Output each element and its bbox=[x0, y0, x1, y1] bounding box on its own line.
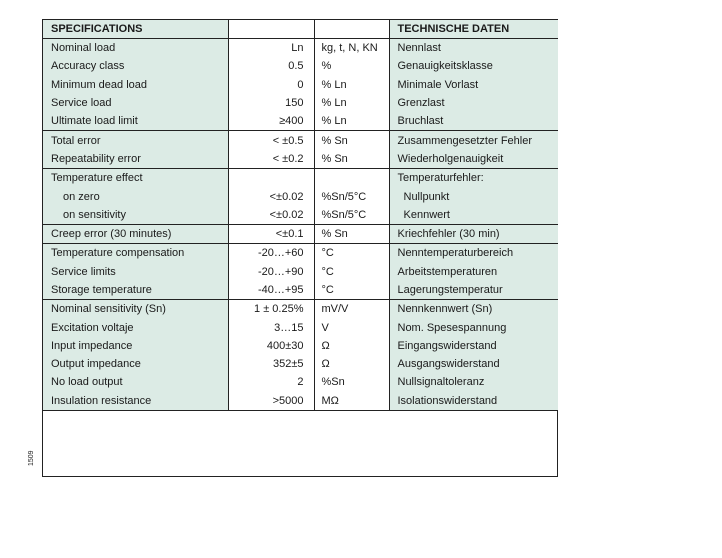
spec-cell: Total error bbox=[43, 131, 228, 150]
value-cell: 1 ± 0.25% bbox=[228, 300, 314, 319]
value-cell: -20…+60 bbox=[228, 244, 314, 263]
unit-cell: % Ln bbox=[314, 94, 389, 112]
unit-cell: % Ln bbox=[314, 112, 389, 131]
header-technische-daten: TECHNISCHE DATEN bbox=[389, 20, 558, 39]
value-cell: < ±0.5 bbox=[228, 131, 314, 150]
tech-cell: Lagerungstemperatur bbox=[389, 281, 558, 300]
table-row bbox=[43, 187, 558, 205]
table-row bbox=[43, 206, 558, 225]
value-cell: 3…15 bbox=[228, 318, 314, 336]
spec-cell: on sensitivity bbox=[43, 206, 228, 225]
unit-cell: kg, t, N, KN bbox=[314, 39, 389, 58]
value-cell: 400±30 bbox=[228, 337, 314, 355]
unit-cell: mV/V bbox=[314, 300, 389, 319]
spec-cell: No load output bbox=[43, 373, 228, 391]
table-row bbox=[43, 337, 558, 355]
tech-cell: Minimale Vorlast bbox=[389, 76, 558, 94]
spec-cell: Output impedance bbox=[43, 355, 228, 373]
value-cell: <±0.02 bbox=[228, 187, 314, 205]
spec-cell: Temperature effect bbox=[43, 169, 228, 188]
unit-cell: % bbox=[314, 57, 389, 75]
unit-cell: % Sn bbox=[314, 224, 389, 243]
value-cell bbox=[228, 169, 314, 188]
table-row bbox=[43, 150, 558, 169]
unit-cell: %Sn/5°C bbox=[314, 206, 389, 225]
spec-cell: Excitation voltaje bbox=[43, 318, 228, 336]
spec-cell: Nominal sensitivity (Sn) bbox=[43, 300, 228, 319]
unit-cell: %Sn bbox=[314, 373, 389, 391]
tech-cell: Nullpunkt bbox=[389, 187, 558, 205]
spec-cell: Insulation resistance bbox=[43, 392, 228, 411]
unit-cell: MΩ bbox=[314, 392, 389, 411]
unit-cell: % Sn bbox=[314, 150, 389, 169]
tech-cell: Wiederholgenauigkeit bbox=[389, 150, 558, 169]
value-cell: -20…+90 bbox=[228, 263, 314, 281]
tech-cell: Kriechfehler (30 min) bbox=[389, 224, 558, 243]
tech-cell: Eingangswiderstand bbox=[389, 337, 558, 355]
unit-cell: Ω bbox=[314, 337, 389, 355]
value-cell: < ±0.2 bbox=[228, 150, 314, 169]
table-row bbox=[43, 112, 558, 131]
spec-sheet bbox=[42, 19, 558, 477]
tech-cell: Kennwert bbox=[389, 206, 558, 225]
spec-cell: Creep error (30 minutes) bbox=[43, 224, 228, 243]
table-row bbox=[43, 281, 558, 300]
unit-cell: %Sn/5°C bbox=[314, 187, 389, 205]
header-specifications: SPECIFICATIONS bbox=[43, 20, 228, 39]
unit-cell: °C bbox=[314, 281, 389, 300]
unit-cell bbox=[314, 169, 389, 188]
tech-cell: Arbeitstemperaturen bbox=[389, 263, 558, 281]
tech-cell: Nullsignaltoleranz bbox=[389, 373, 558, 391]
table-row bbox=[43, 318, 558, 336]
table-row bbox=[43, 57, 558, 75]
spec-cell: Repeatability error bbox=[43, 150, 228, 169]
header-unit bbox=[314, 20, 389, 39]
spec-cell: Nominal load bbox=[43, 39, 228, 58]
value-cell: 352±5 bbox=[228, 355, 314, 373]
unit-cell: % Sn bbox=[314, 131, 389, 150]
spec-cell: on zero bbox=[43, 187, 228, 205]
unit-cell: Ω bbox=[314, 355, 389, 373]
value-cell: 2 bbox=[228, 373, 314, 391]
spec-cell: Service limits bbox=[43, 263, 228, 281]
table-row bbox=[43, 131, 558, 150]
unit-cell: % Ln bbox=[314, 76, 389, 94]
header-value bbox=[228, 20, 314, 39]
value-cell: 0 bbox=[228, 76, 314, 94]
spec-cell: Input impedance bbox=[43, 337, 228, 355]
unit-cell: °C bbox=[314, 263, 389, 281]
table-row bbox=[43, 224, 558, 243]
tech-cell: Genauigkeitsklasse bbox=[389, 57, 558, 75]
tech-cell: Ausgangswiderstand bbox=[389, 355, 558, 373]
spec-cell: Ultimate load limit bbox=[43, 112, 228, 131]
tech-cell: Nom. Spesespannung bbox=[389, 318, 558, 336]
tech-cell: Bruchlast bbox=[389, 112, 558, 131]
table-row bbox=[43, 39, 558, 58]
unit-cell: V bbox=[314, 318, 389, 336]
spec-cell: Temperature compensation bbox=[43, 244, 228, 263]
tech-cell: Grenzlast bbox=[389, 94, 558, 112]
value-cell: <±0.02 bbox=[228, 206, 314, 225]
tech-cell: Nennlast bbox=[389, 39, 558, 58]
document-code: 1509 bbox=[28, 450, 35, 466]
value-cell: -40…+95 bbox=[228, 281, 314, 300]
spec-cell: Minimum dead load bbox=[43, 76, 228, 94]
spec-cell: Storage temperature bbox=[43, 281, 228, 300]
value-cell: 0.5 bbox=[228, 57, 314, 75]
value-cell: <±0.1 bbox=[228, 224, 314, 243]
table-row bbox=[43, 169, 558, 188]
value-cell: 150 bbox=[228, 94, 314, 112]
tech-cell: Temperaturfehler: bbox=[389, 169, 558, 188]
table-row bbox=[43, 355, 558, 373]
tech-cell: Nennkennwert (Sn) bbox=[389, 300, 558, 319]
spec-table bbox=[43, 20, 558, 411]
unit-cell: °C bbox=[314, 244, 389, 263]
spec-cell: Accuracy class bbox=[43, 57, 228, 75]
table-row bbox=[43, 76, 558, 94]
tech-cell: Nenntemperaturbereich bbox=[389, 244, 558, 263]
table-header-row bbox=[43, 20, 558, 39]
tech-cell: Isolationswiderstand bbox=[389, 392, 558, 411]
table-row bbox=[43, 373, 558, 391]
table-row bbox=[43, 300, 558, 319]
table-row bbox=[43, 263, 558, 281]
table-row bbox=[43, 244, 558, 263]
spec-cell: Service load bbox=[43, 94, 228, 112]
value-cell: Ln bbox=[228, 39, 314, 58]
table-row bbox=[43, 392, 558, 411]
tech-cell: Zusammengesetzter Fehler bbox=[389, 131, 558, 150]
table-row bbox=[43, 94, 558, 112]
value-cell: ≥400 bbox=[228, 112, 314, 131]
value-cell: >5000 bbox=[228, 392, 314, 411]
